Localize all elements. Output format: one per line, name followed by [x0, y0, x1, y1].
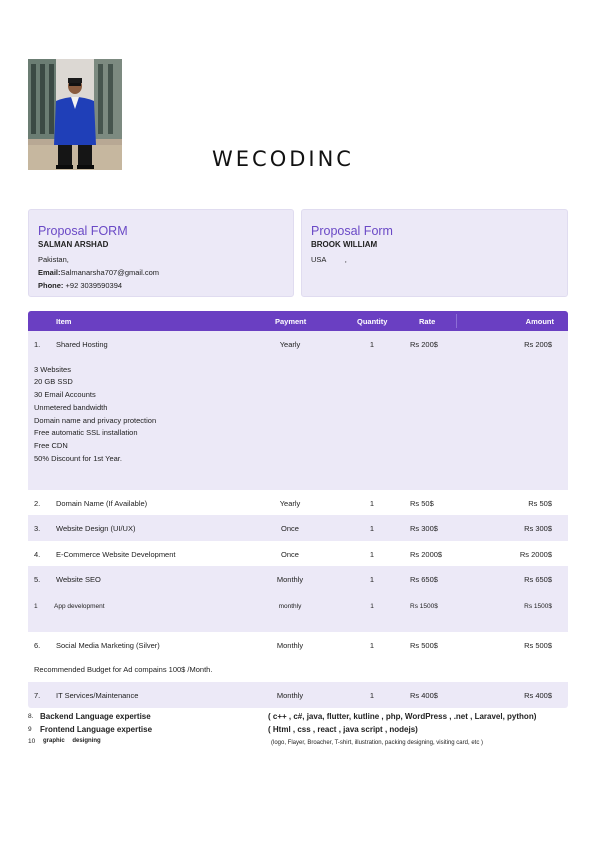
- expertise-label: graphic designing: [43, 738, 101, 744]
- row-rate: Rs 650$: [410, 575, 438, 584]
- row-payment: Once: [281, 549, 299, 559]
- row-quantity: 1: [369, 524, 375, 533]
- sender-email: Salmanarsha707@gmail.com: [60, 268, 160, 277]
- row-number: 5.: [34, 575, 41, 584]
- sender-phone-line: [38, 279, 293, 292]
- row-quantity: 1: [369, 691, 375, 700]
- expertise-value: ( Html , css , react , java script , nodejs): [268, 724, 418, 734]
- row-amount: Rs 1500$: [524, 602, 552, 610]
- row-number: 3.: [34, 524, 41, 533]
- expertise-item: [28, 711, 568, 724]
- row-item: Website SEO: [56, 575, 101, 584]
- row-item: Domain Name (If Available): [56, 498, 148, 508]
- row-amount: Rs 300$: [524, 524, 552, 533]
- row-quantity: 1: [369, 549, 375, 559]
- row-amount: Rs 500$: [524, 640, 552, 650]
- row-item: Shared Hosting: [56, 340, 108, 349]
- row-quantity: 1: [369, 575, 375, 584]
- expertise-number: 8.: [28, 713, 34, 720]
- proposal-table: [28, 311, 568, 708]
- expertise-number: 10: [28, 738, 36, 745]
- expertise-value: (logo, Flayer, Broacher, T-shirt, illustration, packing designing, visiting card, etc ): [271, 740, 483, 746]
- profile-photo-image: [28, 59, 122, 170]
- header-item: Item: [56, 317, 72, 326]
- expertise-label: Frontend Language expertise: [40, 724, 153, 734]
- row-amount: Rs 200$: [524, 340, 552, 349]
- feature-item: Domain name and privacy protection: [34, 415, 157, 425]
- row-payment: Monthly: [276, 575, 304, 584]
- row-number: 6.: [34, 640, 41, 650]
- row-payment: Monthly: [276, 640, 304, 650]
- sender-phone-label: Phone:: [38, 281, 64, 290]
- marketing-note: Recommended Budget for Ad compains 100$ /Month.: [28, 657, 568, 682]
- row-payment: Monthly: [276, 691, 304, 700]
- row-payment: monthly: [278, 602, 302, 610]
- expertise-value: ( c++ , c#, java, flutter, kutline , php, WordPress , .net , Laravel, python): [268, 712, 537, 721]
- table-row: [28, 490, 568, 516]
- sender-card: [28, 209, 294, 297]
- row-item: IT Services/Maintenance: [56, 691, 139, 700]
- row-rate: Rs 500$: [410, 640, 438, 650]
- feature-item: Free CDN: [34, 441, 68, 451]
- sender-country: Pakistan,: [38, 255, 69, 264]
- row-number: 2.: [34, 498, 41, 508]
- expertise-list: [28, 711, 568, 762]
- table-row: [28, 632, 568, 658]
- table-row: [28, 592, 568, 632]
- row-amount: Rs 400$: [524, 691, 552, 700]
- table-row: [28, 566, 568, 592]
- row-rate: Rs 1500$: [410, 602, 438, 610]
- expertise-label: Backend Language expertise: [40, 712, 151, 721]
- row-payment: Yearly: [279, 340, 301, 349]
- row-rate: Rs 300$: [410, 524, 438, 533]
- sender-phone: +92 3039590394: [65, 281, 123, 290]
- row-quantity: 1: [370, 602, 374, 610]
- expertise-item: [28, 736, 568, 762]
- row-payment: Yearly: [279, 498, 301, 508]
- recipient-card: [301, 209, 568, 297]
- row-number: 7.: [34, 691, 41, 700]
- row-amount: Rs 650$: [524, 575, 552, 584]
- table-row: [28, 541, 568, 567]
- header-divider: [456, 314, 457, 328]
- table-row: [28, 515, 568, 541]
- row-rate: Rs 50$: [410, 498, 434, 508]
- recipient-name: BROOK WILLIAM: [311, 240, 378, 249]
- row-rate: Rs 400$: [410, 691, 438, 700]
- row-quantity: 1: [369, 498, 375, 508]
- row-quantity: 1: [369, 640, 375, 650]
- row-item: Social Media Marketing (Silver): [56, 640, 160, 650]
- header-payment: Payment: [275, 317, 307, 326]
- row-number: 1.: [34, 340, 41, 349]
- row-rate: Rs 2000$: [410, 549, 443, 559]
- expertise-item: [28, 724, 568, 737]
- row-number: 1: [34, 602, 38, 610]
- sender-email-line: [38, 266, 293, 279]
- row-item: App development: [54, 602, 105, 610]
- row-rate: Rs 200$: [410, 340, 438, 349]
- row-payment: Once: [281, 524, 299, 533]
- company-logo: WECODINC: [212, 147, 354, 171]
- feature-item: 50% Discount for 1st Year.: [34, 454, 122, 464]
- row-amount: Rs 50$: [528, 498, 552, 508]
- sender-name: SALMAN ARSHAD: [38, 240, 109, 249]
- row-amount: Rs 2000$: [519, 549, 552, 559]
- feature-item: 30 Email Accounts: [34, 390, 96, 400]
- feature-item: 20 GB SSD: [34, 377, 73, 387]
- expertise-number: 9: [28, 725, 32, 733]
- recipient-country: USA ,: [311, 255, 347, 264]
- table-row: [28, 331, 568, 357]
- header-rate: Rate: [419, 317, 436, 326]
- sender-card-title: Proposal FORM: [38, 224, 128, 238]
- row-number: 4.: [34, 549, 41, 559]
- header-quantity: Quantity: [357, 317, 388, 326]
- recipient-card-title: Proposal Form: [311, 224, 393, 238]
- header-amount: Amount: [525, 317, 554, 326]
- row-item: Website Design (UI/UX): [56, 524, 136, 533]
- profile-photo: [28, 59, 122, 170]
- feature-item: Unmetered bandwidth: [34, 402, 108, 412]
- table-header: [28, 311, 568, 331]
- hosting-features: [28, 357, 568, 490]
- sender-email-label: Email:: [38, 268, 61, 277]
- row-quantity: 1: [369, 340, 375, 349]
- feature-item: 3 Websites: [34, 364, 71, 374]
- table-row: [28, 682, 568, 708]
- feature-item: Free automatic SSL installation: [34, 428, 138, 438]
- row-item: E-Commerce Website Development: [56, 549, 176, 559]
